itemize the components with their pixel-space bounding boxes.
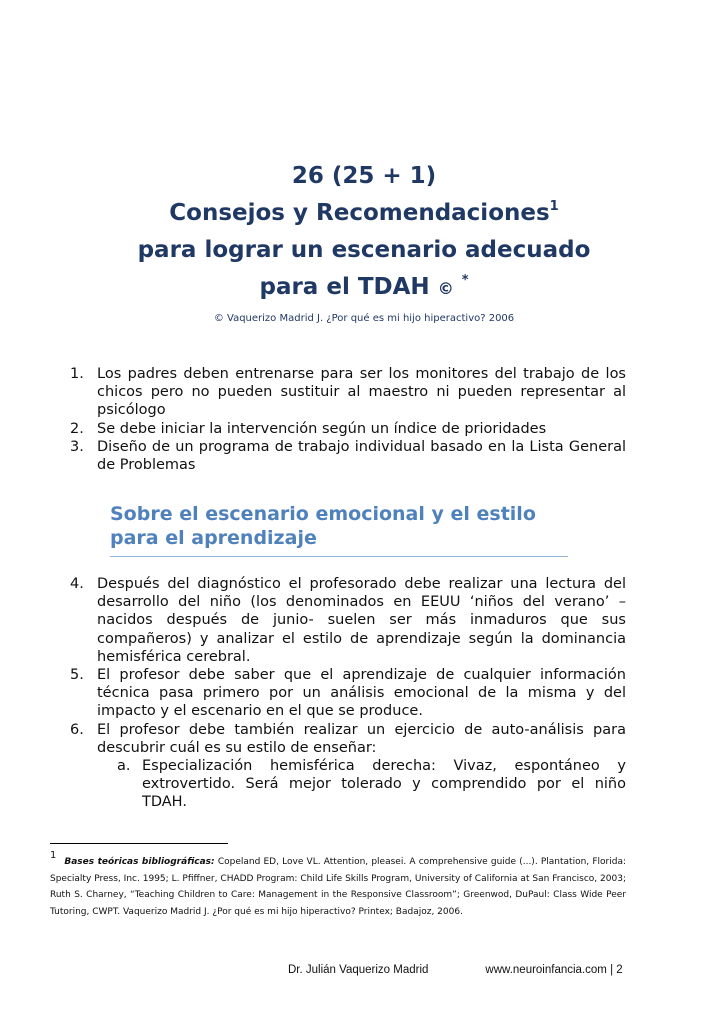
list-item	[70, 721, 626, 812]
footer-site: www.neuroinfancia.com | 2	[485, 964, 623, 976]
item-text: Después del diagnóstico el profesorado debe realizar una lectura del desarrollo del niño (los denominados en EEUU ‘niños del verano’ – nacidos después de junio- suelen ser más inmaduros que sus compañeros) y analizar el estilo de aprendizaje según la dominancia hemisférica cerebral.	[97, 576, 626, 665]
page-footer	[288, 964, 623, 976]
item-text: El profesor debe saber que el aprendizaje de cualquier información técnica pasa primero por un análisis emocional de la misma y del impacto y el escenario en el que se produce.	[97, 667, 626, 720]
footnote-ref: 1	[549, 199, 559, 214]
item-number: 6.	[70, 721, 84, 738]
list-item	[70, 365, 626, 420]
list-item	[70, 666, 626, 721]
document-title	[0, 158, 728, 307]
list-item	[70, 438, 626, 474]
item-number: 4.	[70, 576, 84, 592]
footnote-heading: Bases teóricas bibliográficas:	[64, 857, 215, 867]
item-text: Se debe iniciar la intervención según un índice de prioridades	[97, 420, 547, 437]
item-number: 1.	[70, 366, 84, 382]
list-item	[70, 575, 626, 666]
section-divider	[110, 556, 568, 557]
title-line-1: 26 (25 + 1)	[291, 163, 437, 189]
copyright-credit: © Vaquerizo Madrid J. ¿Por qué es mi hijo hiperactivo? 2006	[213, 313, 515, 324]
title-line-2	[0, 195, 728, 232]
advice-list-1	[70, 365, 626, 474]
sub-list	[97, 757, 626, 812]
title-line-3: para lograr un escenario adecuado	[137, 237, 591, 263]
asterisk: *	[461, 273, 469, 288]
title-line-4-text: para el TDAH	[259, 274, 430, 300]
advice-list-2	[70, 575, 626, 812]
title-line-4	[0, 269, 728, 307]
footnote-separator	[50, 843, 228, 844]
item-text: Los padres deben entrenarse para ser los monitores del trabajo de los chicos pero no pueden sustituir al maestro ni pueden representar al psicólogo	[97, 366, 626, 419]
footnote	[50, 848, 626, 920]
sub-item-text: Especialización hemisférica derecha: Vivaz, espontáneo y extrovertido. Será mejor tolerado y comprendido por el niño TDAH.	[142, 758, 626, 811]
item-number: 2.	[70, 420, 84, 437]
footnote-mark: 1	[50, 850, 57, 861]
section-heading-line-2: para el aprendizaje	[110, 527, 317, 549]
section-heading-line-1: Sobre el escenario emocional y el estilo	[110, 503, 536, 525]
item-number: 5.	[70, 667, 84, 684]
item-text: El profesor debe también realizar un ejercicio de auto-análisis para descubrir cuál es su estilo de enseñar:	[97, 721, 626, 756]
footer-author: Dr. Julián Vaquerizo Madrid	[288, 964, 429, 976]
sub-item-letter: a.	[117, 758, 131, 775]
copyright-symbol: ©	[437, 279, 454, 298]
sub-list-item	[97, 757, 626, 812]
item-number: 3.	[70, 438, 84, 455]
list-item	[70, 420, 626, 438]
title-line-2-text: Consejos y Recomendaciones	[169, 200, 550, 226]
section-heading	[110, 502, 536, 550]
footnote-text: Copeland ED, Love VL. Attention, pleasei. A comprehensive guide (...). Plantation, Florida: Specialty Press, Inc. 1995; L. Pfiffner, CHADD Program: Child Life Skills Program, University of California at San Francisco, 2003; Ruth S. Charney, “Teaching Children to Care: Management in the Responsive Classroom”; Greenwod, DuPaul: Class Wide Peer Tutoring, CWPT. Vaquerizo Madrid J. ¿Por qué es mi hijo hiperactivo? Printex; Badajoz, 2006.	[50, 857, 626, 917]
item-text: Diseño de un programa de trabajo individual basado en la Lista General de Problemas	[97, 438, 626, 474]
